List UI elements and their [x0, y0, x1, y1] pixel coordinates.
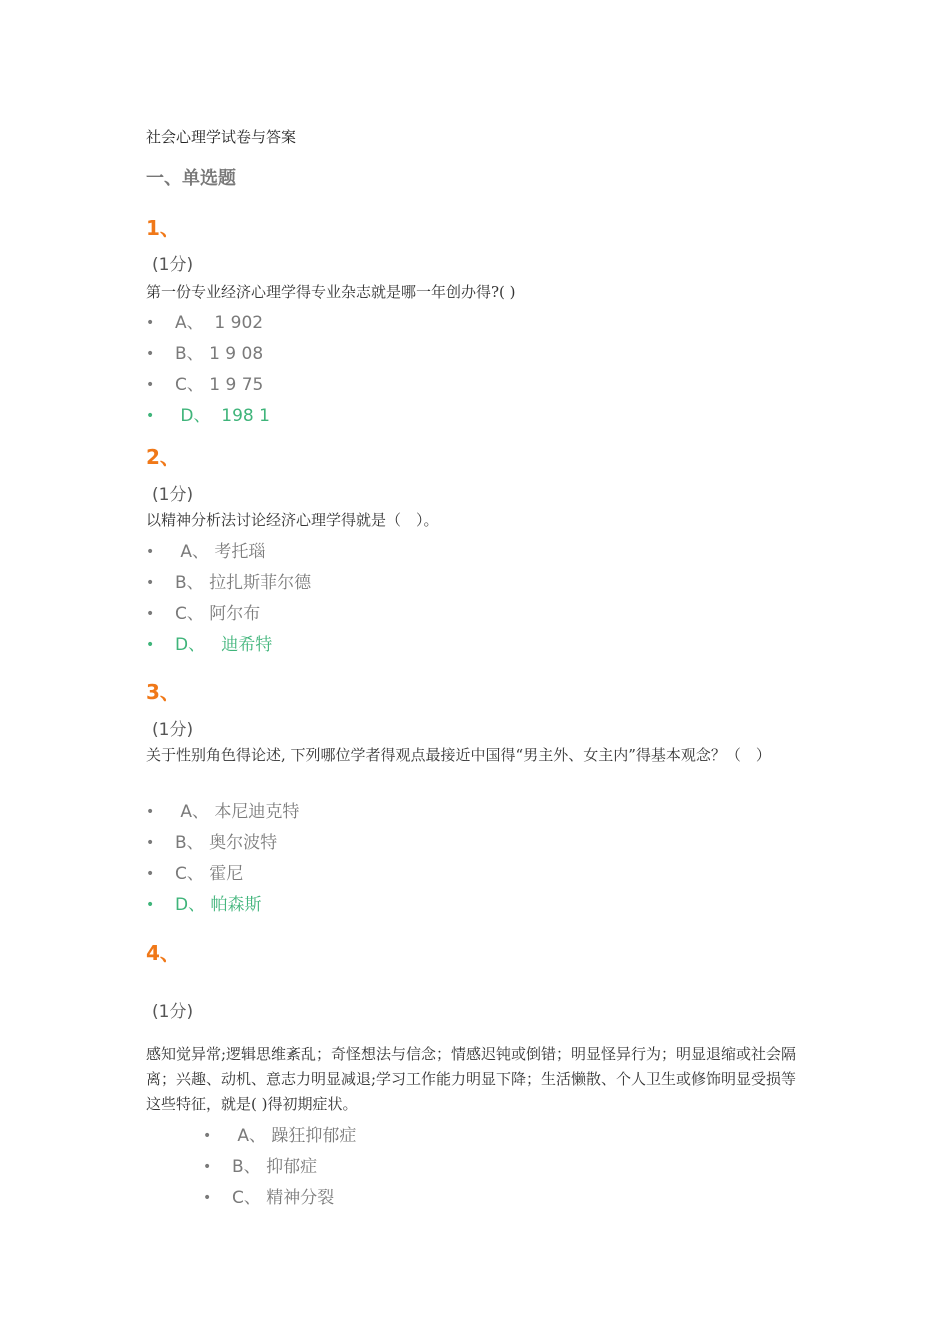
- option-label: C、 精神分裂: [232, 1188, 335, 1208]
- option-label: D、 帕森斯: [175, 895, 262, 915]
- option-label: D、 迪希特: [175, 635, 273, 655]
- bullet-icon: •: [146, 835, 155, 851]
- option-label: A、 躁狂抑郁症: [232, 1126, 357, 1146]
- bullet-icon: •: [203, 1128, 212, 1144]
- option-label: B、 奥尔波特: [175, 833, 278, 853]
- option-label: A、 1 902: [175, 313, 264, 333]
- option-label: B、 1 9 08: [175, 344, 264, 364]
- bullet-icon: •: [146, 637, 155, 653]
- question-score: (1分): [152, 720, 194, 740]
- bullet-icon: •: [146, 897, 155, 913]
- bullet-icon: •: [146, 804, 155, 820]
- bullet-icon: •: [146, 315, 155, 331]
- bullet-icon: •: [146, 866, 155, 882]
- question-text: 感知觉异常;逻辑思维紊乱；奇怪想法与信念；情感迟钝或倒错；明显怪异行为；明显退缩或社会隔离；兴趣、动机、意志力明显减退;学习工作能力明显下降；生活懒散、个人卫生或修饰明显受损等这些特征，就是( )得初期症状。: [146, 1045, 797, 1113]
- question-score: (1分): [152, 485, 194, 505]
- option-label: C、 阿尔布: [175, 604, 261, 624]
- question-number: 1、: [146, 216, 180, 240]
- option-label: D、 198 1: [175, 406, 270, 426]
- question-score: (1分): [152, 1002, 194, 1022]
- option-label: C、 霍尼: [175, 864, 244, 884]
- bullet-icon: •: [146, 606, 155, 622]
- bullet-icon: •: [146, 346, 155, 362]
- bullet-icon: •: [146, 544, 155, 560]
- document-title: 社会心理学试卷与答案: [146, 128, 297, 146]
- question-number: 3、: [146, 680, 180, 704]
- option-label: A、 考托瑙: [175, 542, 266, 562]
- bullet-icon: •: [146, 408, 155, 424]
- option-label: C、 1 9 75: [175, 375, 264, 395]
- bullet-icon: •: [203, 1190, 212, 1206]
- bullet-icon: •: [146, 377, 155, 393]
- question-score: (1分): [152, 255, 194, 275]
- question-text: 以精神分析法讨论经济心理学得就是（ ）。: [146, 511, 439, 529]
- option-label: A、 本尼迪克特: [175, 802, 300, 822]
- question-number: 4、: [146, 941, 180, 965]
- option-label: B、 拉扎斯菲尔德: [175, 573, 312, 593]
- bullet-icon: •: [146, 575, 155, 591]
- section-heading: 一、单选题: [146, 168, 236, 189]
- question-text: 第一份专业经济心理学得专业杂志就是哪一年创办得?( ): [146, 283, 516, 301]
- question-text: 关于性别角色得论述, 下列哪位学者得观点最接近中国得“男主外、女主内”得基本观念？（ ）: [146, 746, 771, 764]
- bullet-icon: •: [203, 1159, 212, 1175]
- option-label: B、 抑郁症: [232, 1157, 318, 1177]
- question-number: 2、: [146, 445, 180, 469]
